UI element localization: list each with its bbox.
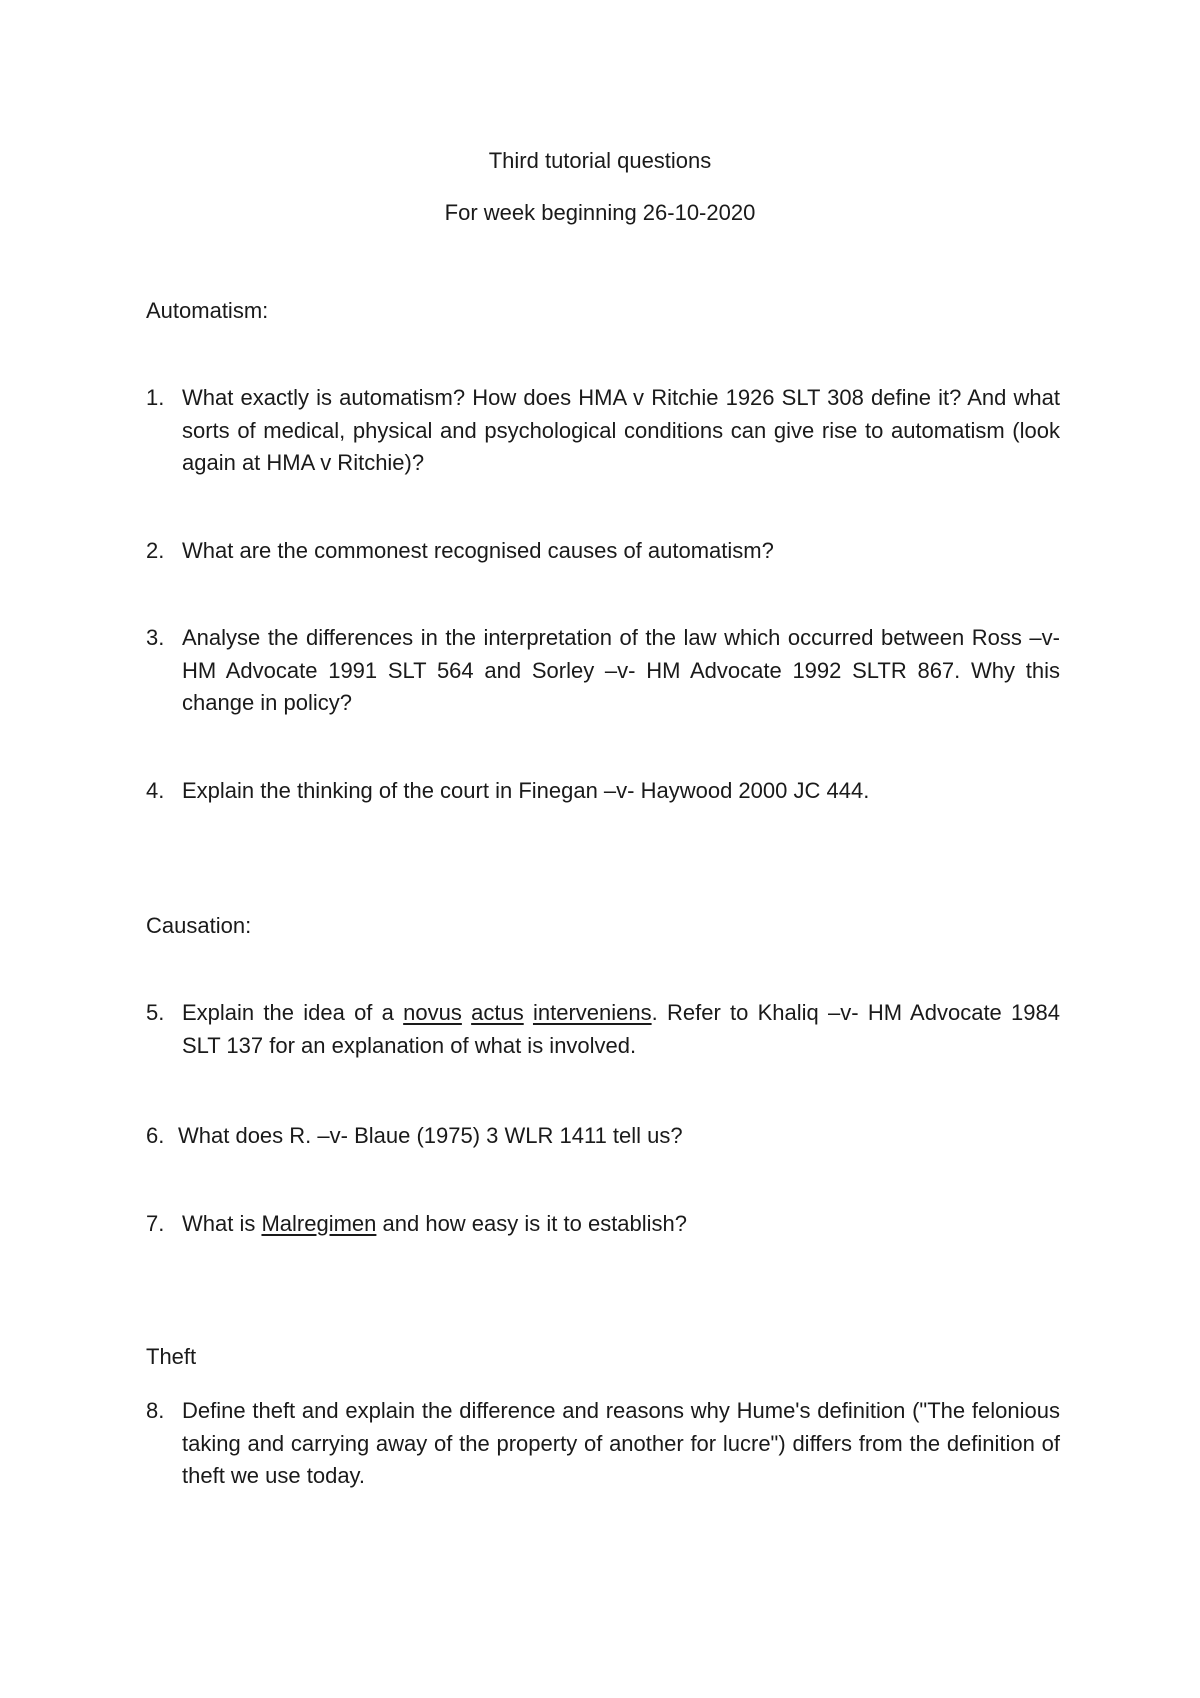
document-subtitle: For week beginning 26-10-2020 <box>444 200 756 225</box>
question-3 <box>146 622 1060 720</box>
question-text: Define theft and explain the difference and reasons why Hume's definition ("The felonious taking and carrying away of the property of another for lucre") differs from the definition of theft we use today. <box>182 1398 1060 1488</box>
question-5 <box>146 997 1060 1062</box>
section-heading-causation: Causation: <box>146 913 252 938</box>
section-heading-automatism: Automatism: <box>146 298 269 323</box>
section-heading-theft: Theft <box>146 1344 197 1369</box>
question-8 <box>146 1395 1060 1493</box>
question-number: 2. <box>146 538 165 563</box>
question-text-post: and how easy is it to establish? <box>376 1211 688 1236</box>
question-text <box>182 997 1060 1062</box>
question-text-pre: What is <box>182 1211 262 1236</box>
question-4 <box>146 775 1060 808</box>
question-text <box>182 1208 1060 1241</box>
question-number: 1. <box>146 385 165 410</box>
question-number: 7. <box>146 1211 165 1236</box>
question-text: What are the commonest recognised causes of automatism? <box>182 538 774 563</box>
question-number: 6. <box>146 1123 165 1148</box>
underlined-term-interveniens: interveniens <box>532 1000 652 1025</box>
question-number: 4. <box>146 778 165 803</box>
underlined-term-actus: actus <box>471 1000 524 1025</box>
question-text-pre: Explain the idea of a <box>182 1000 404 1025</box>
question-text: Analyse the differences in the interpretation of the law which occurred between Ross –v- HM Advocate 1991 SLT 564 and Sorley –v- HM Advocate 1992 SLTR 867. Why this change in policy? <box>182 625 1060 715</box>
question-text-post: . Refer to Khaliq –v- HM Advocate 1984 SLT 137 for an explanation of what is involved. <box>182 1000 1060 1058</box>
question-2 <box>146 535 1060 568</box>
document-title: Third tutorial questions <box>488 148 712 173</box>
underlined-term-novus: novus <box>403 1000 462 1025</box>
underlined-term-malregimen: Malregimen <box>261 1211 377 1236</box>
question-text: What exactly is automatism? How does HMA v Ritchie 1926 SLT 308 define it? And what sorts of medical, physical and psychological conditions can give rise to automatism (look again at HMA v Ritchie)? <box>182 385 1060 475</box>
question-number: 5. <box>146 1000 165 1025</box>
question-7 <box>146 1208 1060 1241</box>
question-number: 3. <box>146 625 165 650</box>
question-text: Explain the thinking of the court in Finegan –v- Haywood 2000 JC 444. <box>182 778 870 803</box>
question-6 <box>146 1120 1060 1153</box>
question-1 <box>146 382 1060 480</box>
question-text: What does R. –v- Blaue (1975) 3 WLR 1411 tell us? <box>178 1123 683 1148</box>
question-number: 8. <box>146 1398 165 1423</box>
